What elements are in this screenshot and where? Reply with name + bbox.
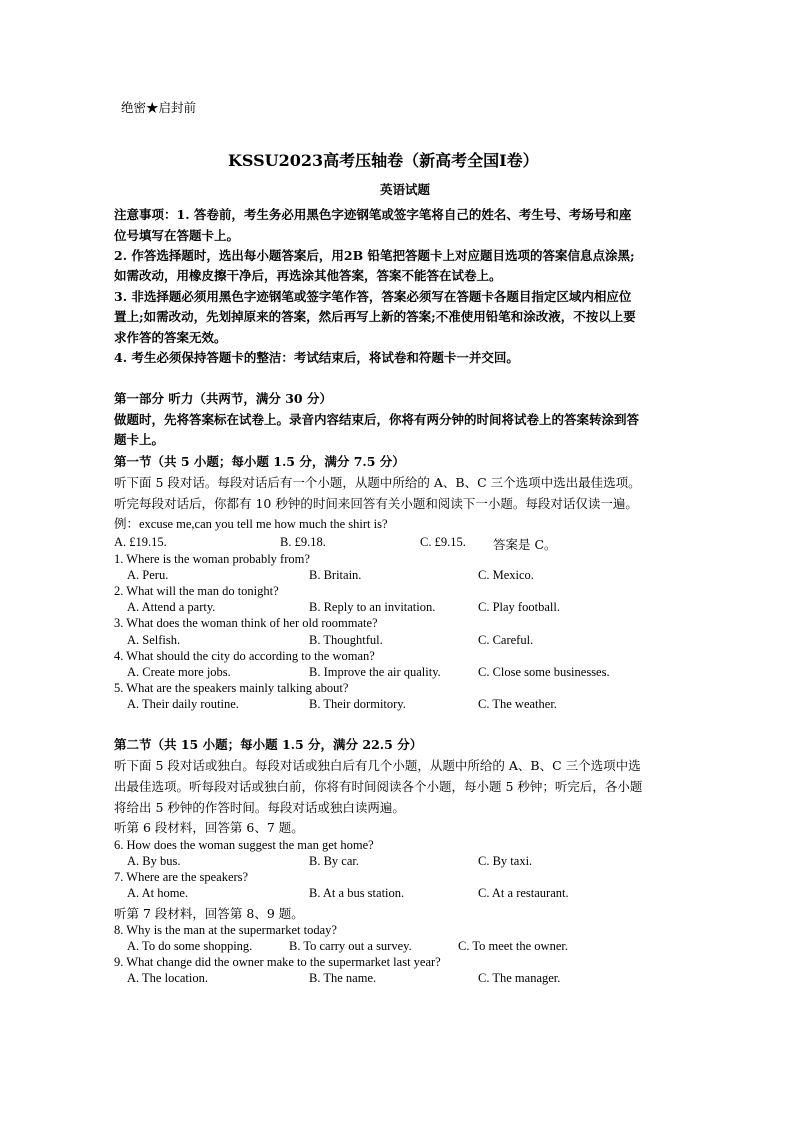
section2-instruction: 出最佳选项。听每段对话或独白前，你将有时间阅读各个小题，每小题 5 秒钟；听完后，各小题	[114, 779, 643, 794]
option-b: B. Their dormitory.	[309, 697, 406, 711]
option-b: B. The name.	[309, 971, 377, 985]
exam-title: KSSU2023高考压轴卷（新高考全国Ⅰ卷）	[228, 151, 539, 170]
material-note: 听第 7 段材料，回答第 8、9 题。	[114, 906, 304, 921]
option-a: A. To do some shopping.	[127, 939, 253, 953]
section1-heading: 第一节（共 5 小题；每小题 1.5 分，满分 7.5 分）	[114, 454, 405, 469]
section2-instruction: 听下面 5 段对话或独白。每段对话或独白后有几个小题，从题中所给的 A、B、C 三个选项中选	[114, 758, 641, 773]
option-a: A. Peru.	[127, 568, 169, 582]
example-answer: 答案是 C。	[493, 537, 557, 552]
question-text: 8. Why is the man at the supermarket today?	[114, 923, 337, 937]
option-c: C. At a restaurant.	[478, 886, 569, 900]
option-c: C. The weather.	[478, 697, 557, 711]
example-option-c: C. £9.15.	[420, 535, 466, 549]
question-text: 5. What are the speakers mainly talking about?	[114, 681, 349, 695]
option-a: A. At home.	[127, 886, 189, 900]
option-c: C. To meet the owner.	[458, 939, 568, 953]
question-text: 4. What should the city do according to the woman?	[114, 649, 375, 663]
option-c: C. Play football.	[478, 600, 560, 614]
option-c: C. The manager.	[478, 971, 561, 985]
example-option-b: B. £9.18.	[280, 535, 326, 549]
notice-line: 位号填写在答题卡上。	[114, 228, 240, 243]
option-a: A. The location.	[127, 971, 208, 985]
notice-line: 如需改动，用橡皮擦干净后，再选涂其他答案，答案不能答在试卷上。	[114, 268, 502, 283]
question-text: 1. Where is the woman probably from?	[114, 552, 310, 566]
option-a: A. Their daily routine.	[127, 697, 239, 711]
question-text: 2. What will the man do tonight?	[114, 584, 279, 598]
option-a: A. Create more jobs.	[127, 665, 231, 679]
notice-line: 4. 考生必须保持答题卡的整洁：考试结束后，将试卷和符题卡一并交回。	[114, 350, 519, 365]
section2-instruction: 将给出 5 秒钟的作答时间。每段对话或独白读两遍。	[114, 800, 405, 815]
option-b: B. At a bus station.	[309, 886, 405, 900]
option-b: B. Thoughtful.	[309, 633, 383, 647]
option-a: A. Selfish.	[127, 633, 181, 647]
section1-instruction: 听完每段对话后，你都有 10 秒钟的时间来回答有关小题和阅读下一小题。每段对话仅读一遍。	[114, 496, 638, 511]
option-b: B. Improve the air quality.	[309, 665, 441, 679]
notice-line: 置上;如需改动，先划掉原来的答案，然后再写上新的答案;不准使用铅笔和涂改液，不按以上要	[114, 309, 636, 324]
question-text: 7. Where are the speakers?	[114, 870, 249, 884]
option-c: C. Mexico.	[478, 568, 534, 582]
notice-line: 注意事项：1. 答卷前，考生务必用黑色字迹钢笔或签字笔将自己的姓名、考生号、考场号和座	[114, 207, 632, 222]
notice-line: 求作答的答案无效。	[114, 330, 227, 345]
option-b: B. By car.	[309, 854, 359, 868]
notice-line: 2. 作答选择题时，选出每小题答案后，用2B 铅笔把答题卡上对应题目选项的答案信息点涂黑;	[114, 248, 635, 263]
secret-mark: 绝密★启封前	[121, 100, 197, 115]
material-note: 听第 6 段材料，回答第 6、7 题。	[114, 820, 304, 835]
question-text: 6. How does the woman suggest the man get home?	[114, 838, 374, 852]
option-c: C. Close some businesses.	[478, 665, 610, 679]
example-option-a: A. £19.15.	[114, 535, 167, 549]
exam-subtitle: 英语试题	[380, 182, 431, 197]
part1-heading: 第一部分 听力（共两节，满分 30 分）	[114, 391, 332, 406]
option-c: C. Careful.	[478, 633, 534, 647]
question-text: 9. What change did the owner make to the supermarket last year?	[114, 955, 441, 969]
section2-heading: 第二节（共 15 小题；每小题 1.5 分，满分 22.5 分）	[114, 737, 423, 752]
part1-instruction: 题卡上。	[114, 432, 165, 447]
option-a: A. By bus.	[127, 854, 181, 868]
question-text: 3. What does the woman think of her old roommate?	[114, 616, 378, 630]
notice-line: 3. 非选择题必须用黑色字迹钢笔或签字笔作答，答案必须写在答题卡各题目指定区域内相应位	[114, 289, 632, 304]
section1-instruction: 听下面 5 段对话。每段对话后有一个小题，从题中所给的 A、B、C 三个选项中选出最佳选项。	[114, 475, 641, 490]
part1-instruction: 做题时，先将答案标在试卷上。录音内容结束后，你将有两分钟的时间将试卷上的答案转涂到答	[114, 412, 640, 427]
option-a: A. Attend a party.	[127, 600, 216, 614]
example-question: 例：excuse me,can you tell me how much the shirt is?	[114, 517, 388, 531]
option-c: C. By taxi.	[478, 854, 533, 868]
option-b: B. Britain.	[309, 568, 362, 582]
option-b: B. To carry out a survey.	[289, 939, 412, 953]
option-b: B. Reply to an invitation.	[309, 600, 436, 614]
